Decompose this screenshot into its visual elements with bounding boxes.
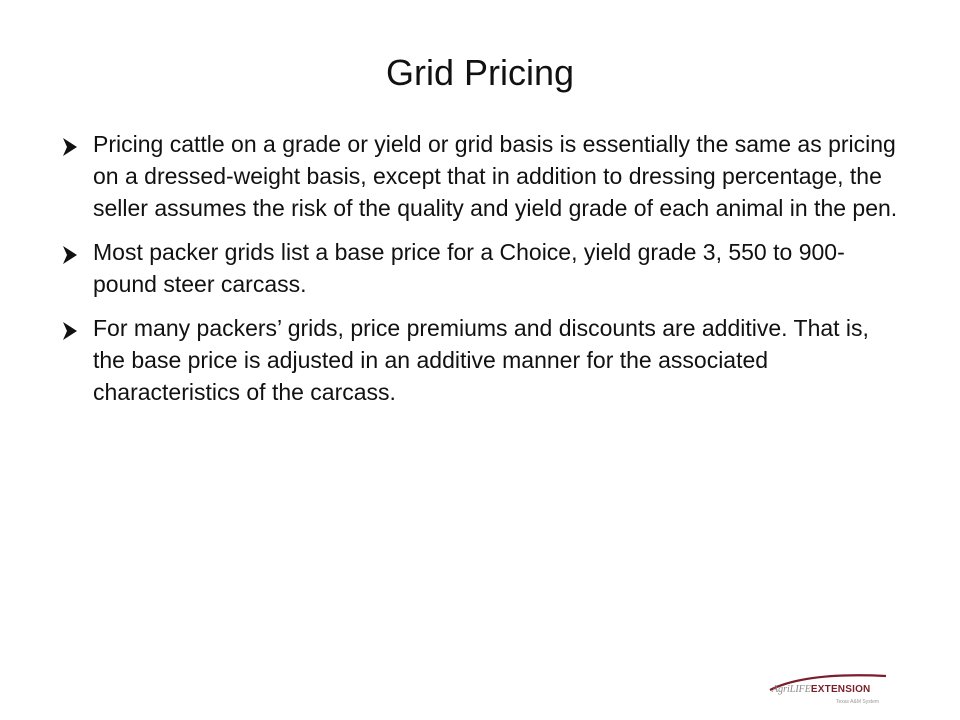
logo-brand: AgriLIFE (772, 684, 811, 695)
arrow-bullet-icon (61, 245, 79, 265)
bullet-text: Most packer grids list a base price for a Choice, yield grade 3, 550 to 900-pound steer carcass. (93, 239, 845, 297)
slide-title: Grid Pricing (385, 52, 575, 93)
bullet-item (57, 236, 907, 300)
arrow-bullet-icon (61, 321, 79, 341)
logo-subtitle: Texas A&M System (836, 699, 880, 705)
bullet-text: For many packers’ grids, price premiums and discounts are additive. That is, the base price is adjusted in an additive manner for the associated characteristics of the carcass. (93, 315, 869, 405)
logo-wordmark (772, 684, 870, 695)
logo-extension: EXTENSION (810, 684, 871, 695)
bullet-item (57, 312, 907, 408)
bullet-text: Pricing cattle on a grade or yield or grid basis is essentially the same as pricing on a dressed-weight basis, except that in addition to dressing percentage, the seller assumes the risk of the quality and yield grade of each animal in the pen. (93, 131, 898, 221)
agrilife-extension-logo (766, 670, 896, 710)
bullet-item (57, 128, 907, 224)
arrow-bullet-icon (61, 137, 79, 157)
bullet-list (57, 128, 907, 420)
